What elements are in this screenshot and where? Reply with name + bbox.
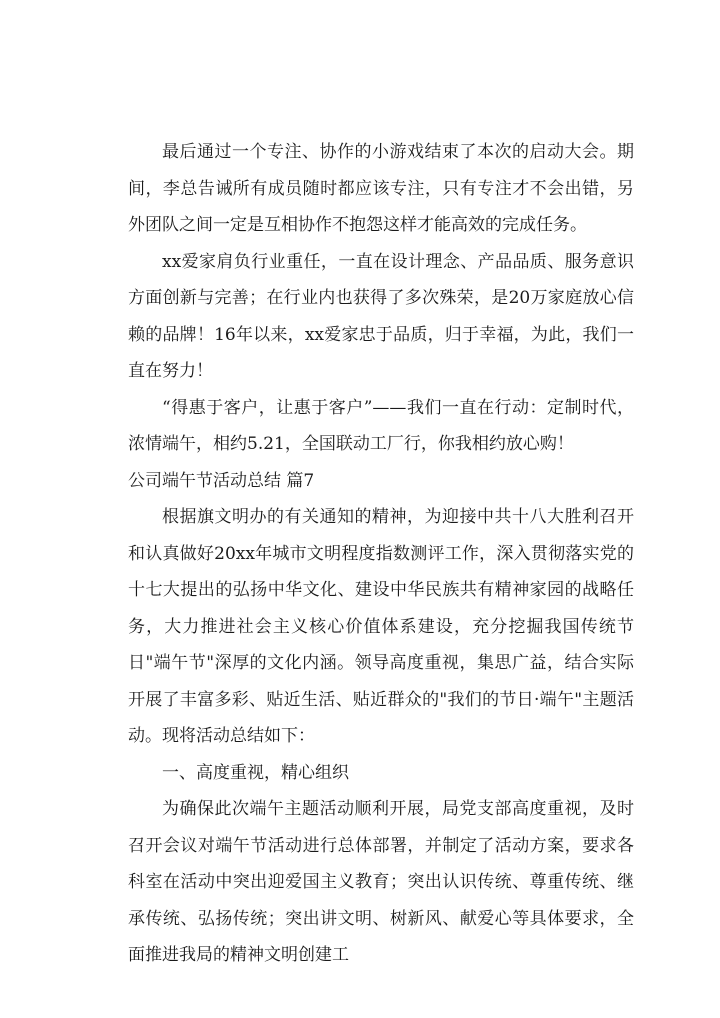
paragraph-brand-intro: xx爱家肩负行业重任，一直在设计理念、产品品质、服务意识方面创新与完善；在行业内也获得了多次殊荣，是20万家庭放心信赖的品牌！16年以来，xx爱家忠于品质，归于幸福，为此，我们一直在努力！ [128, 251, 634, 381]
paragraph-slogan: “得惠于客户，让惠于客户”——我们一直在行动：定制时代，浓情端午，相约5.21，全国联动工厂行，你我相约放心购！ [128, 397, 634, 454]
paragraph-activity-background: 根据旗文明办的有关通知的精神，为迎接中共十八大胜利召开和认真做好20xx年城市文明程度指数测评工作，深入贯彻落实党的十七大提出的弘扬中华文化、建设中华民族共有精神家园的战略任务，大力推进社会主义核心价值体系建设，充分挖掘我国传统节日"端午节"深厚的文化内涵。领导高度重视，集思广益，结合实际开展了丰富多彩、贴近生活、贴近群众的"我们的节日·端午"主题活动。现将活动总结如下： [128, 507, 634, 746]
paragraph-organization: 为确保此次端午主题活动顺利开展，局党支部高度重视，及时召开会议对端午节活动进行总体部署，并制定了活动方案，要求各科室在活动中突出迎爱国主义教育；突出认识传统、尊重传统、继承传统、弘扬传统；突出讲文明、树新风、献爱心等具体要求，全面推进我局的精神文明创建工 [128, 799, 634, 965]
subsection-heading: 一、高度重视，精心组织 [162, 762, 349, 783]
paragraph-game-summary: 最后通过一个专注、协作的小游戏结束了本次的启动大会。期间，李总告诫所有成员随时都应该专注，只有专注才不会出错，另外团队之间一定是互相协作不抱怨这样才能高效的完成任务。 [128, 142, 634, 235]
section-heading: 公司端午节活动总结 篇7 [128, 470, 315, 491]
document-body [128, 134, 634, 974]
